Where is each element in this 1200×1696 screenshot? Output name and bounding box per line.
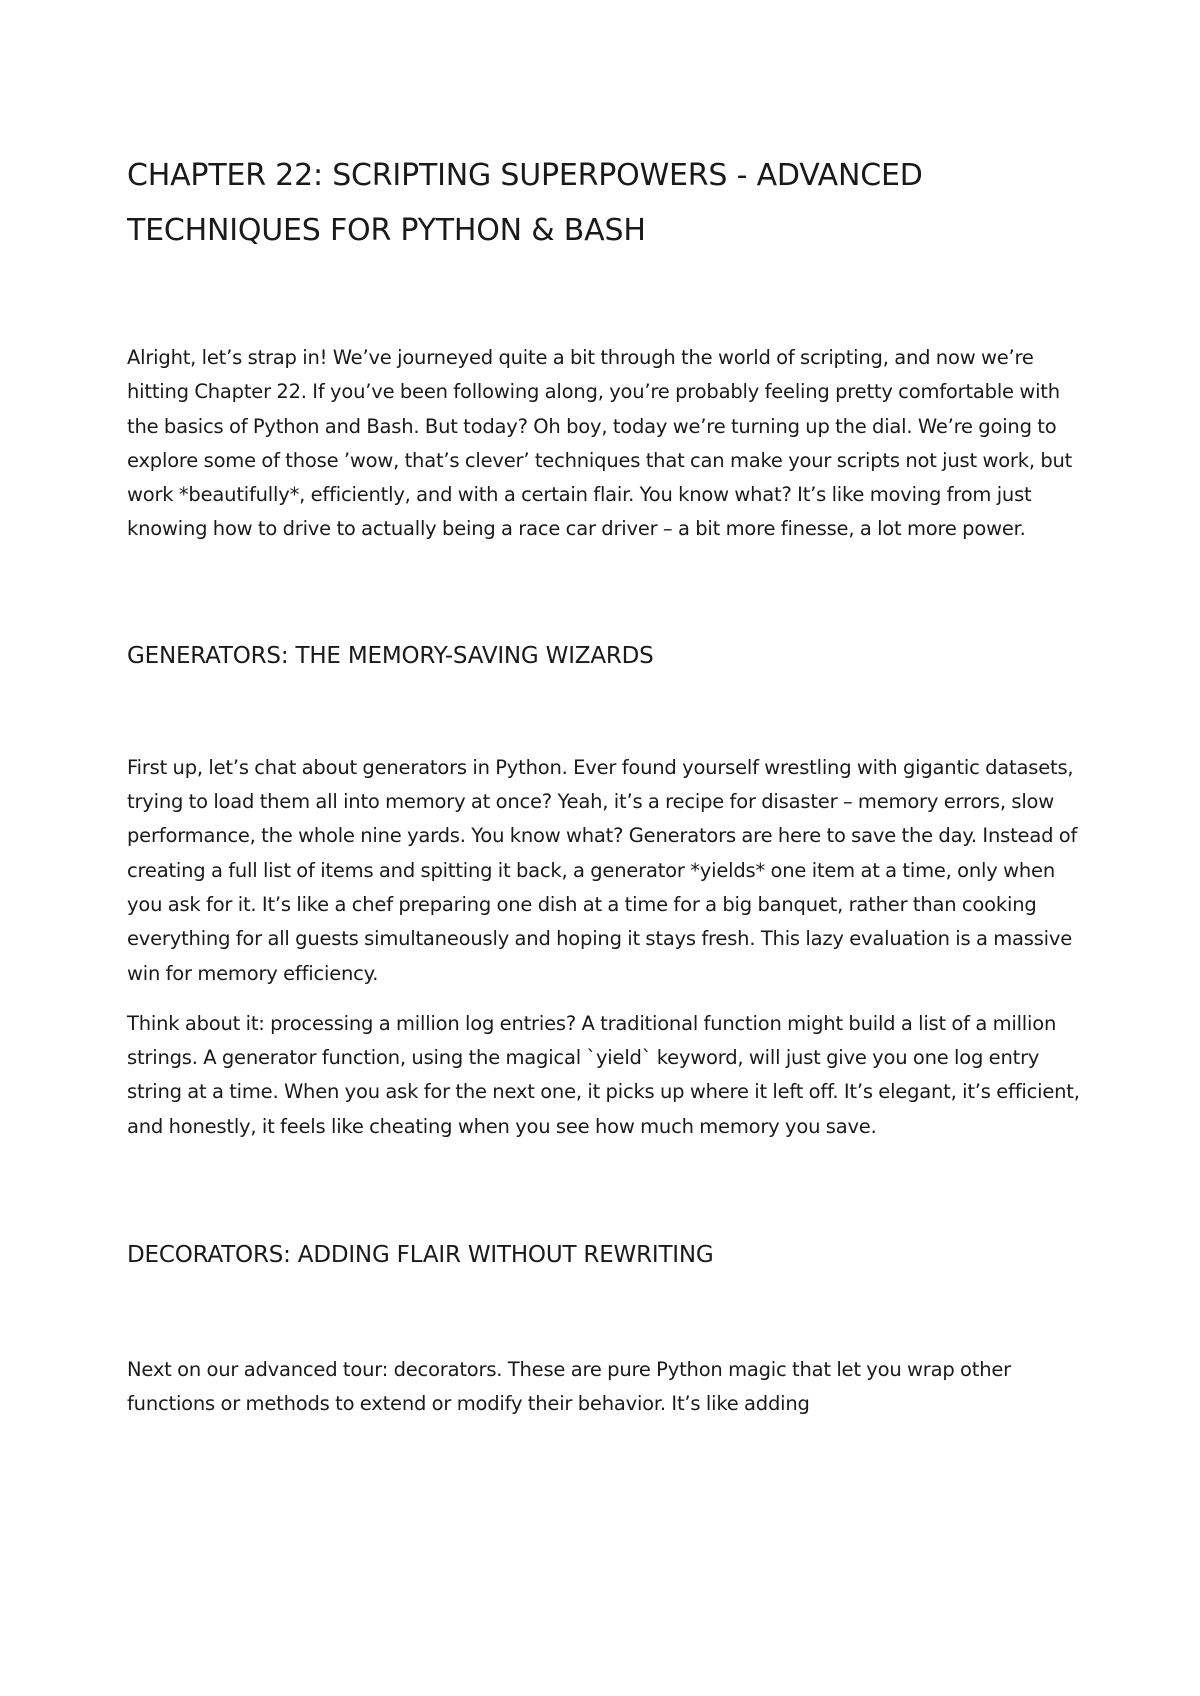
- intro-paragraph: Alright, let’s strap in! We’ve journeyed quite a bit through the world of scripting, and now we’re hitting Chapter 22. If you’ve been following along, you’re probably feeling pretty comfortable with the basics of Python and Bash. But today? Oh boy, today we’re turning up the dial. We’re going to explore some of those ’wow, that’s clever’ techniques that can make your scripts not just work, but work *beautifully*, efficiently, and with a certain flair. You know what? It’s like moving from just knowing how to drive to actually being a race car driver – a bit more finesse, a lot more power.: [127, 346, 1073, 541]
- generators-paragraph-1: First up, let’s chat about generators in Python. Ever found yourself wrestling with gigantic datasets, trying to load them all into memory at once? Yeah, it’s a recipe for disaster – memory errors, slow performance, the whole nine yards. You know what? Generators are here to save the day. Instead of creating a full list of items and spitting it back, a generator *yields* one item at a time, only when you ask for it. It’s like a chef preparing one dish at a time for a big banquet, rather than cooking everything for all guests simultaneously and hoping it stays fresh. This lazy evaluation is a massive win for memory efficiency.: [127, 755, 1078, 985]
- decorators-paragraph-1: Next on our advanced tour: decorators. These are pure Python magic that let you wrap other functions or methods to extend or modify their behavior. It’s like adding: [127, 1358, 1011, 1416]
- chapter-title: CHAPTER 22: SCRIPTING SUPERPOWERS - ADVANCED TECHNIQUES FOR PYTHON & BASH: [127, 158, 923, 248]
- document-body: [127, 148, 1087, 1422]
- generators-paragraph-2: Think about it: processing a million log entries? A traditional function might build a list of a million strings. A generator function, using the magical `yield` keyword, will just give you one log entry string at a time. When you ask for the next one, it picks up where it left off. It’s elegant, it’s efficient, and honestly, it feels like cheating when you see how much memory you save.: [127, 1011, 1080, 1138]
- section-heading-decorators: DECORATORS: ADDING FLAIR WITHOUT REWRITING: [127, 1242, 714, 1269]
- section-heading-generators: GENERATORS: THE MEMORY-SAVING WIZARDS: [127, 642, 654, 669]
